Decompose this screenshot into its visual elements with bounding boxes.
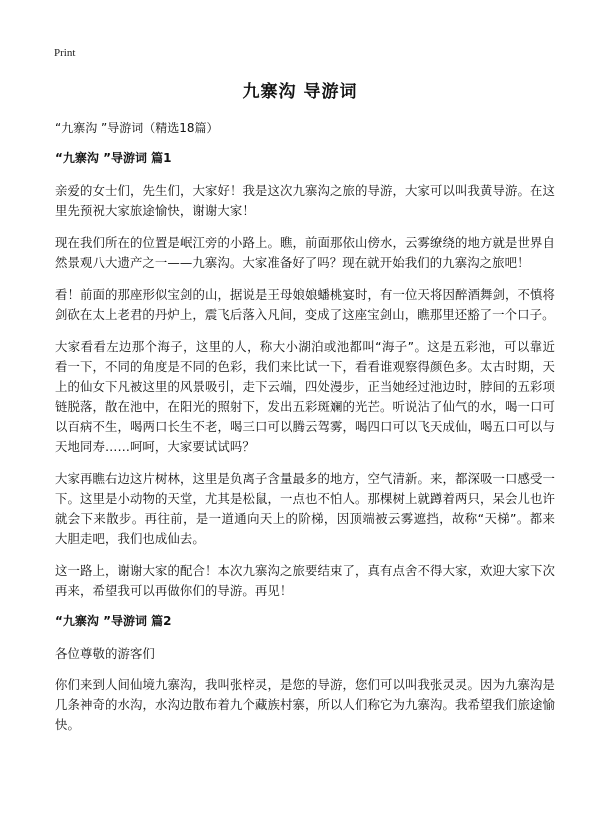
section-2-paragraph-1: 各位尊敬的游客们 [55,646,155,661]
section-1-paragraph-5: 大家再瞧右边这片树林，这里是负离子含量最多的地方，空气清新。来，都深吸一口感受一下。这里是小动物的天堂，尤其是松鼠，一点也不怕人。那棵树上就蹲着两只，呆会儿也许就会下来散步。再往前，是一道通向天上的阶梯，因顶端被云雾遮挡，故称“天梯”。都来大胆走吧，我们也成仙去。 [55,471,555,546]
section-2-paragraph-2: 你们来到人间仙境九寨沟，我叫张梓灵，是您的导游，您们可以叫我张灵灵。因为九寨沟是几条神奇的水沟，水沟边散布着九个藏族村寨，所以人们称它为九寨沟。我希望我们旅途愉快。 [55,677,555,732]
section-heading-1: “九寨沟 ”导游词 篇1 [55,151,172,165]
section-1-paragraph-2: 现在我们所在的位置是岷江旁的小路上。瞧，前面那依山傍水，云雾缭绕的地方就是世界自然景观八大遗产之一——九寨沟。大家准备好了吗？现在就开始我们的九寨沟之旅吧！ [55,235,555,270]
document-content [55,120,555,747]
section-1-paragraph-3: 看！前面的那座形似宝剑的山，据说是王母娘娘蟠桃宴时，有一位天将因醉酒舞剑，不慎将剑砍在太上老君的丹炉上，震飞后落入凡间，变成了这座宝剑山，瞧那里还豁了一个口子。 [55,287,555,322]
section-1-paragraph-4: 大家看看左边那个海子，这里的人，称大小湖泊或池都叫“海子”。这是五彩池，可以靠近看一下，不同的角度是不同的色彩，我们来比试一下，看看谁观察得颜色多。太古时期，天上的仙女下凡被这里的风景吸引，走下云端，四处漫步，正当她经过池边时，脖间的五彩项链脱落，散在池中，在阳光的照射下，发出五彩斑斓的光芒。听说沾了仙气的水，喝一口可以百病不生，喝两口长生不老，喝三口可以腾云驾雾，喝四口可以飞天成仙，喝五口可以与天地同寿……呵呵，大家要试试吗？ [55,339,555,454]
section-heading-2: “九寨沟 ”导游词 篇2 [55,614,172,628]
print-label: Print [54,47,76,59]
section-1-paragraph-1: 亲爱的女士们，先生们，大家好！我是这次九寨沟之旅的导游，大家可以叫我黄导游。在这里先预祝大家旅途愉快，谢谢大家！ [55,183,555,218]
document-subtitle: “九寨沟 ”导游词（精选18篇） [55,121,219,135]
document-title: 九寨沟 导游词 [242,82,358,102]
section-1-paragraph-6: 这一路上，谢谢大家的配合！本次九寨沟之旅要结束了，真有点舍不得大家，欢迎大家下次再来，希望我可以再做你们的导游。再见！ [55,563,555,598]
